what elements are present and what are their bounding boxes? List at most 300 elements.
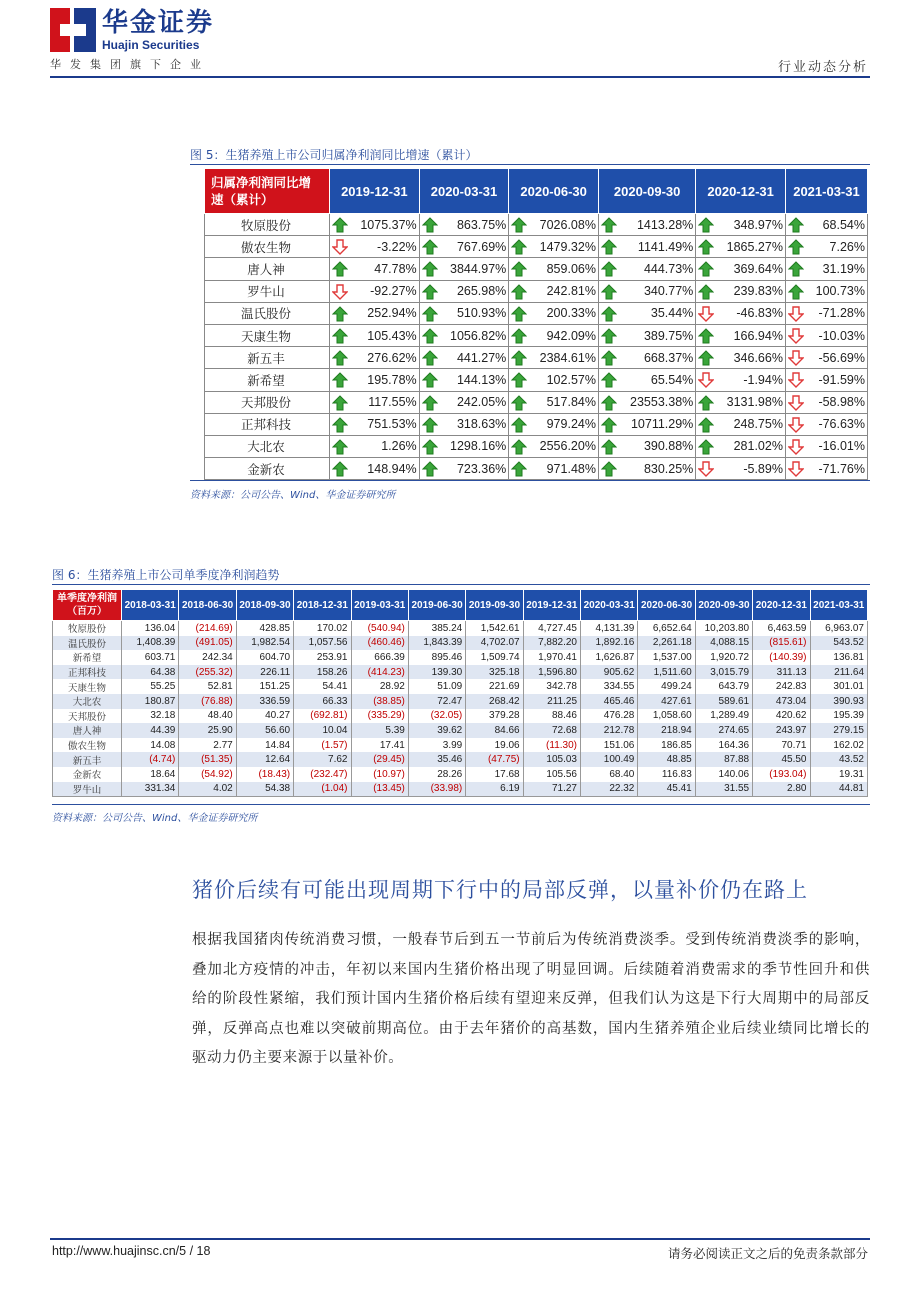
company-name: 金新农: [205, 458, 330, 480]
profit-cell: 164.36: [695, 738, 752, 753]
up-arrow-icon: [332, 261, 348, 277]
profit-cell: 70.71: [753, 738, 810, 753]
figure6-col-header: 2018-12-31: [294, 590, 351, 621]
growth-value: -76.63%: [818, 417, 865, 432]
growth-value: 117.55%: [368, 395, 417, 410]
profit-cell: 279.15: [810, 723, 868, 738]
profit-cell: 71.27: [523, 782, 580, 797]
profit-cell: 211.64: [810, 665, 868, 680]
profit-cell: 68.40: [581, 767, 638, 782]
profit-cell: (214.69): [179, 621, 236, 636]
profit-cell: 28.26: [408, 767, 465, 782]
figure6-title: 图 6：生猪养殖上市公司单季度净利润趋势: [52, 568, 280, 582]
profit-cell: 243.97: [753, 723, 810, 738]
growth-cell: [696, 214, 786, 236]
growth-value: 668.37%: [643, 350, 694, 365]
up-arrow-icon: [788, 284, 804, 300]
up-arrow-icon: [422, 261, 438, 277]
figure6-col-header: 2019-06-30: [408, 590, 465, 621]
growth-cell: [598, 280, 695, 302]
company-name: 温氏股份: [205, 302, 330, 324]
table-row: [205, 236, 868, 258]
growth-cell: [598, 258, 695, 280]
profit-cell: 19.31: [810, 767, 868, 782]
down-arrow-icon: [788, 461, 804, 477]
growth-value: -5.89%: [743, 461, 783, 476]
profit-cell: 4,702.07: [466, 636, 523, 651]
up-arrow-icon: [511, 239, 527, 255]
profit-cell: (540.94): [351, 621, 408, 636]
profit-cell: 221.69: [466, 679, 523, 694]
profit-cell: 1,892.16: [581, 636, 638, 651]
doc-type: 行业动态分析: [777, 60, 868, 75]
growth-cell: [330, 391, 420, 413]
growth-value: 510.93%: [456, 306, 507, 321]
profit-cell: 45.41: [638, 782, 695, 797]
profit-cell: 84.66: [466, 723, 523, 738]
up-arrow-icon: [332, 461, 348, 477]
profit-cell: 151.25: [236, 679, 293, 694]
company-name: 罗牛山: [53, 782, 122, 797]
figure5-col-header: 2020-06-30: [509, 169, 599, 214]
growth-cell: [696, 458, 786, 480]
profit-cell: 14.84: [236, 738, 293, 753]
profit-cell: 2,261.18: [638, 636, 695, 651]
profit-cell: 17.41: [351, 738, 408, 753]
profit-cell: 4,727.45: [523, 621, 580, 636]
profit-cell: 473.04: [753, 694, 810, 709]
growth-value: 148.94%: [367, 461, 417, 476]
up-arrow-icon: [511, 461, 527, 477]
figure5-col-header: 2020-12-31: [696, 169, 786, 214]
profit-cell: 72.68: [523, 723, 580, 738]
growth-cell: [598, 391, 695, 413]
growth-cell: [785, 214, 867, 236]
growth-cell: [330, 302, 420, 324]
up-arrow-icon: [511, 439, 527, 455]
growth-cell: [509, 391, 599, 413]
growth-value: -10.03%: [818, 328, 865, 343]
growth-value: 276.62%: [367, 350, 417, 365]
growth-value: -1.94%: [743, 372, 783, 387]
logo-en-text: Huajin Securities: [102, 38, 200, 52]
growth-value: 200.33%: [546, 306, 596, 321]
profit-cell: (51.35): [179, 752, 236, 767]
table-row: [53, 694, 868, 709]
profit-cell: 1,970.41: [523, 650, 580, 665]
growth-cell: [785, 391, 867, 413]
table-row: [205, 347, 868, 369]
company-name: 温氏股份: [53, 636, 122, 651]
growth-value: 1056.82%: [450, 328, 507, 343]
up-arrow-icon: [601, 306, 617, 322]
profit-cell: 301.01: [810, 679, 868, 694]
growth-cell: [696, 347, 786, 369]
profit-cell: 1,626.87: [581, 650, 638, 665]
profit-cell: 211.25: [523, 694, 580, 709]
profit-cell: 31.55: [695, 782, 752, 797]
profit-cell: 35.46: [408, 752, 465, 767]
figure5-corner: 归属净利润同比增速（累计）: [205, 169, 330, 214]
growth-cell: [785, 302, 867, 324]
profit-cell: (13.45): [351, 782, 408, 797]
figure5-table: [204, 168, 868, 480]
profit-cell: 40.27: [236, 709, 293, 724]
growth-value: -91.59%: [818, 372, 865, 387]
company-name: 牧原股份: [53, 621, 122, 636]
figure5-title: 图 5：生猪养殖上市公司归属净利润同比增速（累计）: [190, 148, 478, 162]
logo-cn-text: 华金证券: [102, 8, 215, 38]
figure6-corner: 单季度净利润（百万）: [53, 590, 122, 621]
growth-value: 340.77%: [643, 284, 694, 299]
profit-cell: 604.70: [236, 650, 293, 665]
profit-cell: (692.81): [294, 709, 351, 724]
growth-cell: [419, 435, 509, 457]
growth-cell: [419, 280, 509, 302]
profit-cell: 325.18: [466, 665, 523, 680]
up-arrow-icon: [332, 417, 348, 433]
profit-cell: 1,511.60: [638, 665, 695, 680]
table-row: [53, 665, 868, 680]
up-arrow-icon: [698, 217, 714, 233]
up-arrow-icon: [422, 439, 438, 455]
up-arrow-icon: [422, 417, 438, 433]
profit-cell: 88.46: [523, 709, 580, 724]
profit-cell: 212.78: [581, 723, 638, 738]
up-arrow-icon: [511, 372, 527, 388]
profit-cell: 170.02: [294, 621, 351, 636]
figure5-title-line: [190, 164, 870, 165]
profit-cell: 64.38: [122, 665, 179, 680]
growth-value: 242.05%: [456, 395, 507, 410]
profit-cell: 905.62: [581, 665, 638, 680]
growth-cell: [419, 458, 509, 480]
up-arrow-icon: [332, 372, 348, 388]
growth-cell: [598, 302, 695, 324]
profit-cell: (29.45): [351, 752, 408, 767]
profit-cell: (1.57): [294, 738, 351, 753]
profit-cell: 1,843.39: [408, 636, 465, 651]
profit-cell: 226.11: [236, 665, 293, 680]
up-arrow-icon: [698, 417, 714, 433]
profit-cell: (815.61): [753, 636, 810, 651]
growth-value: 723.36%: [456, 461, 507, 476]
figure6-bottom-line: [52, 804, 870, 805]
growth-value: -92.27%: [370, 284, 417, 299]
growth-value: 751.53%: [367, 417, 417, 432]
growth-value: 3844.97%: [450, 261, 507, 276]
profit-cell: 1,596.80: [523, 665, 580, 680]
growth-cell: [330, 236, 420, 258]
up-arrow-icon: [422, 284, 438, 300]
profit-cell: (18.43): [236, 767, 293, 782]
figure6-table: [52, 589, 868, 797]
profit-cell: 48.40: [179, 709, 236, 724]
down-arrow-icon: [788, 350, 804, 366]
growth-value: 281.02%: [733, 439, 783, 454]
up-arrow-icon: [511, 217, 527, 233]
profit-cell: 17.68: [466, 767, 523, 782]
up-arrow-icon: [788, 261, 804, 277]
profit-cell: 274.65: [695, 723, 752, 738]
up-arrow-icon: [422, 328, 438, 344]
growth-value: 830.25%: [643, 461, 694, 476]
up-arrow-icon: [332, 395, 348, 411]
profit-cell: (10.97): [351, 767, 408, 782]
growth-cell: [696, 302, 786, 324]
growth-cell: [419, 324, 509, 346]
profit-cell: 2.77: [179, 738, 236, 753]
profit-cell: 342.78: [523, 679, 580, 694]
down-arrow-icon: [788, 328, 804, 344]
profit-cell: 44.39: [122, 723, 179, 738]
growth-value: 369.64%: [733, 261, 783, 276]
growth-value: -46.83%: [736, 306, 783, 321]
figure6-title-line: [52, 584, 870, 585]
up-arrow-icon: [332, 217, 348, 233]
growth-cell: [785, 324, 867, 346]
company-name: 傲农生物: [53, 738, 122, 753]
profit-cell: (140.39): [753, 650, 810, 665]
profit-cell: 6,652.64: [638, 621, 695, 636]
up-arrow-icon: [601, 417, 617, 433]
profit-cell: 136.04: [122, 621, 179, 636]
figure6-col-header: 2020-09-30: [695, 590, 752, 621]
company-name: 大北农: [53, 694, 122, 709]
growth-value: 942.09%: [546, 328, 596, 343]
profit-cell: (11.30): [523, 738, 580, 753]
profit-cell: 140.06: [695, 767, 752, 782]
growth-value: 1479.32%: [539, 239, 596, 254]
up-arrow-icon: [601, 350, 617, 366]
profit-cell: 158.26: [294, 665, 351, 680]
down-arrow-icon: [332, 239, 348, 255]
growth-cell: [419, 347, 509, 369]
table-row: [53, 650, 868, 665]
growth-cell: [785, 369, 867, 391]
up-arrow-icon: [698, 350, 714, 366]
growth-value: 10711.29%: [630, 417, 694, 432]
profit-cell: (76.88): [179, 694, 236, 709]
profit-cell: 28.92: [351, 679, 408, 694]
growth-value: 1141.49%: [637, 239, 694, 254]
growth-cell: [785, 413, 867, 435]
profit-cell: 3,015.79: [695, 665, 752, 680]
profit-cell: 242.83: [753, 679, 810, 694]
company-name: 正邦科技: [205, 413, 330, 435]
up-arrow-icon: [422, 306, 438, 322]
up-arrow-icon: [422, 239, 438, 255]
up-arrow-icon: [698, 439, 714, 455]
table-row: [205, 302, 868, 324]
growth-value: 65.54%: [650, 372, 694, 387]
profit-cell: 6,963.07: [810, 621, 868, 636]
growth-value: 3131.98%: [726, 395, 783, 410]
up-arrow-icon: [511, 417, 527, 433]
profit-cell: 385.24: [408, 621, 465, 636]
profit-cell: 10.04: [294, 723, 351, 738]
figure5-col-header: 2021-03-31: [785, 169, 867, 214]
profit-cell: 7,882.20: [523, 636, 580, 651]
profit-cell: 3.99: [408, 738, 465, 753]
company-name: 天邦股份: [205, 391, 330, 413]
growth-value: 767.69%: [456, 239, 507, 254]
up-arrow-icon: [511, 350, 527, 366]
profit-cell: 379.28: [466, 709, 523, 724]
growth-cell: [330, 280, 420, 302]
company-name: 牧原股份: [205, 214, 330, 236]
figure6-col-header: 2020-12-31: [753, 590, 810, 621]
section-title: 猪价后续有可能出现周期下行中的局部反弹，以量补价仍在路上: [192, 878, 808, 902]
growth-value: 242.81%: [546, 284, 596, 299]
growth-cell: [509, 214, 599, 236]
growth-value: 1298.16%: [450, 439, 507, 454]
profit-cell: (414.23): [351, 665, 408, 680]
growth-cell: [509, 258, 599, 280]
table-row: [205, 413, 868, 435]
profit-cell: 22.32: [581, 782, 638, 797]
profit-cell: 268.42: [466, 694, 523, 709]
growth-cell: [509, 280, 599, 302]
growth-cell: [419, 236, 509, 258]
growth-cell: [785, 458, 867, 480]
profit-cell: 253.91: [294, 650, 351, 665]
profit-cell: 1,509.74: [466, 650, 523, 665]
growth-cell: [598, 236, 695, 258]
growth-value: -56.69%: [818, 350, 865, 365]
growth-cell: [419, 214, 509, 236]
profit-cell: 428.85: [236, 621, 293, 636]
growth-value: 102.57%: [546, 372, 596, 387]
growth-value: 1075.37%: [360, 217, 417, 232]
company-name: 唐人神: [205, 258, 330, 280]
growth-cell: [696, 280, 786, 302]
profit-cell: 39.62: [408, 723, 465, 738]
profit-cell: 116.83: [638, 767, 695, 782]
profit-cell: 603.71: [122, 650, 179, 665]
up-arrow-icon: [601, 395, 617, 411]
growth-cell: [598, 413, 695, 435]
table-row: [53, 621, 868, 636]
growth-cell: [419, 391, 509, 413]
growth-value: 1.26%: [381, 439, 417, 454]
table-row: [205, 324, 868, 346]
growth-cell: [598, 324, 695, 346]
profit-cell: (491.05): [179, 636, 236, 651]
growth-value: 7.26%: [829, 239, 865, 254]
table-row: [205, 435, 868, 457]
growth-cell: [696, 413, 786, 435]
growth-cell: [509, 369, 599, 391]
growth-value: 7026.08%: [539, 217, 596, 232]
profit-cell: (460.46): [351, 636, 408, 651]
growth-value: 441.27%: [456, 350, 507, 365]
up-arrow-icon: [601, 217, 617, 233]
table-row: [53, 782, 868, 797]
figure5-col-header: 2020-03-31: [419, 169, 509, 214]
table-row: [53, 752, 868, 767]
growth-cell: [419, 369, 509, 391]
up-arrow-icon: [698, 284, 714, 300]
up-arrow-icon: [511, 284, 527, 300]
profit-cell: 14.08: [122, 738, 179, 753]
growth-value: 47.78%: [374, 261, 417, 276]
company-name: 天康生物: [53, 679, 122, 694]
profit-cell: 543.52: [810, 636, 868, 651]
profit-cell: (32.05): [408, 709, 465, 724]
growth-value: 195.78%: [367, 372, 417, 387]
profit-cell: 87.88: [695, 752, 752, 767]
profit-cell: 1,058.60: [638, 709, 695, 724]
table-row: [53, 738, 868, 753]
company-name: 傲农生物: [205, 236, 330, 258]
figure6-col-header: 2019-09-30: [466, 590, 523, 621]
figure6-col-header: 2018-03-31: [122, 590, 179, 621]
profit-cell: 45.50: [753, 752, 810, 767]
up-arrow-icon: [422, 372, 438, 388]
profit-cell: 7.62: [294, 752, 351, 767]
profit-cell: (47.75): [466, 752, 523, 767]
growth-cell: [330, 324, 420, 346]
figure5-bottom-line: [190, 480, 870, 481]
company-name: 金新农: [53, 767, 122, 782]
footer-divider: [50, 1238, 870, 1240]
profit-cell: 105.56: [523, 767, 580, 782]
profit-cell: 100.49: [581, 752, 638, 767]
up-arrow-icon: [601, 328, 617, 344]
table-row: [53, 709, 868, 724]
growth-cell: [330, 214, 420, 236]
profit-cell: 390.93: [810, 694, 868, 709]
profit-cell: 43.52: [810, 752, 868, 767]
profit-cell: 136.81: [810, 650, 868, 665]
growth-cell: [598, 214, 695, 236]
company-name: 新希望: [53, 650, 122, 665]
growth-cell: [509, 413, 599, 435]
growth-cell: [419, 258, 509, 280]
profit-cell: 25.90: [179, 723, 236, 738]
profit-cell: 66.33: [294, 694, 351, 709]
header-divider: [50, 76, 870, 78]
growth-value: 35.44%: [650, 306, 694, 321]
company-name: 新五丰: [53, 752, 122, 767]
profit-cell: 4.02: [179, 782, 236, 797]
profit-cell: 666.39: [351, 650, 408, 665]
growth-value: 346.66%: [733, 350, 783, 365]
growth-cell: [419, 302, 509, 324]
table-row: [205, 391, 868, 413]
profit-cell: 476.28: [581, 709, 638, 724]
up-arrow-icon: [788, 217, 804, 233]
growth-value: 252.94%: [367, 306, 417, 321]
profit-cell: 10,203.80: [695, 621, 752, 636]
profit-cell: 4,088.15: [695, 636, 752, 651]
footer-url-page: http://www.huajinsc.cn/5 / 18: [52, 1244, 211, 1258]
profit-cell: (255.32): [179, 665, 236, 680]
growth-cell: [330, 435, 420, 457]
figure5-col-header: 2019-12-31: [330, 169, 420, 214]
up-arrow-icon: [511, 306, 527, 322]
figure5-source: 资料来源：公司公告、Wind、华金证券研究所: [190, 490, 396, 501]
company-tagline: 华发集团旗下企业: [50, 58, 210, 71]
figure6-col-header: 2018-06-30: [179, 590, 236, 621]
down-arrow-icon: [698, 372, 714, 388]
profit-cell: 54.38: [236, 782, 293, 797]
growth-cell: [509, 347, 599, 369]
growth-cell: [785, 258, 867, 280]
growth-value: 444.73%: [643, 261, 694, 276]
growth-cell: [785, 435, 867, 457]
